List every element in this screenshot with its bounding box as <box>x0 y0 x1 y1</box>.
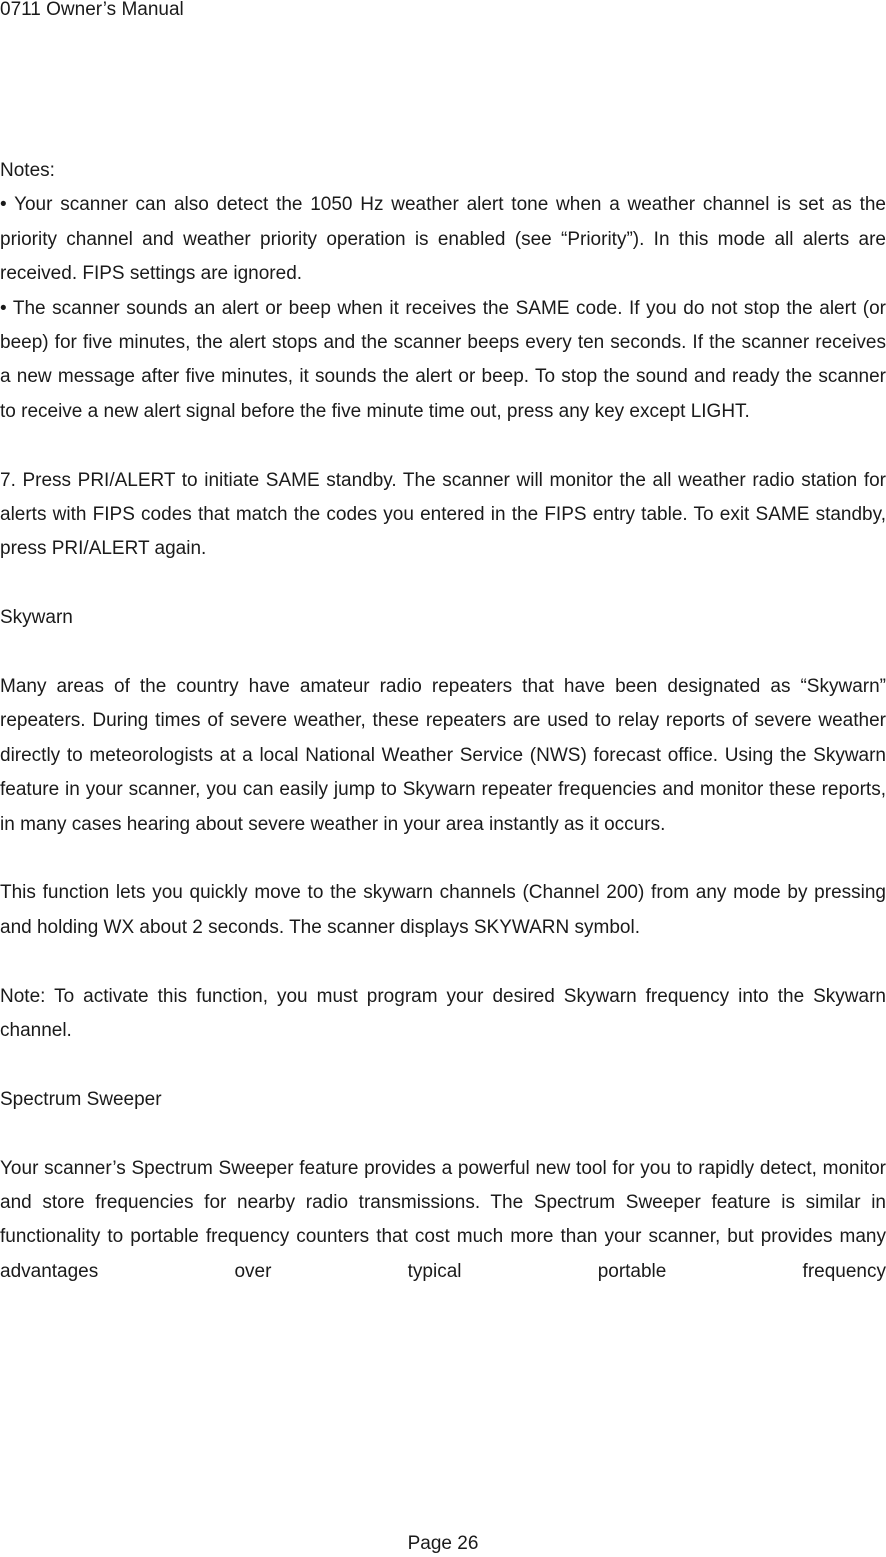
paragraph-gap <box>0 429 886 463</box>
skywarn-function-paragraph: This function lets you quickly move to the skywarn channels (Channel 200) from any mode by pressing and holding WX about 2 seconds. The scanner displays SKYWARN symbol. <box>0 882 886 938</box>
section-heading-spectrum-sweeper: Spectrum Sweeper <box>0 1088 162 1110</box>
section-heading-skywarn: Skywarn <box>0 607 73 629</box>
step-7-paragraph: 7. Press PRI/ALERT to initiate SAME standby. The scanner will monitor the all weather radio station for alerts with FIPS codes that match the codes you entered in the FIPS entry table. To exit SAME standby, press PRI/ALERT again. <box>0 469 886 560</box>
document-header: 0711 Owner’s Manual <box>0 0 184 20</box>
paragraph-gap <box>0 945 886 979</box>
paragraph-gap <box>0 567 886 601</box>
note-same-alert: • The scanner sounds an alert or beep when it receives the SAME code. If you do not stop the alert (or beep) for five minutes, the alert stops and the scanner beeps every ten seconds. If the scanner receives a new message after five minutes, it sounds the alert or beep. To stop the sound and ready the scanner to receive a new alert signal before the five minute time out, press any key except LIGHT. <box>0 297 886 422</box>
paragraph-gap <box>0 636 886 670</box>
paragraph-gap <box>0 842 886 876</box>
page-number: Page 26 <box>407 1533 479 1554</box>
skywarn-intro-paragraph: Many areas of the country have amateur radio repeaters that have been designated as “Skywarn” repeaters. During times of severe weather, these repeaters are used to relay reports of severe weather directly to meteorologists at a local National Weather Service (NWS) forecast office. Using the Skywarn feature in your scanner, you can easily jump to Skywarn repeater frequencies and monitor these reports, in many cases hearing about severe weather in your area instantly as it occurs. <box>0 676 886 835</box>
skywarn-note-paragraph: Note: To activate this function, you must program your desired Skywarn frequency into the Skywarn channel. <box>0 985 886 1042</box>
paragraph-gap <box>0 1048 886 1082</box>
note-priority-weather: • Your scanner can also detect the 1050 Hz weather alert tone when a weather channel is set as the priority channel and weather priority operation is enabled (see “Priority”). In this mode all alerts are received. FIPS settings are ignored. <box>0 194 886 285</box>
page-content <box>0 154 886 1289</box>
paragraph-gap <box>0 1117 886 1151</box>
spectrum-sweeper-paragraph: Your scanner’s Spectrum Sweeper feature provides a powerful new tool for you to rapidly detect, monitor and store frequencies for nearby radio transmissions. The Spectrum Sweeper feature is similar in functionality to portable frequency counters that cost much more than your scanner, but provides many advantages over typical portable frequency <box>0 1157 886 1282</box>
notes-label: Notes: <box>0 160 55 181</box>
